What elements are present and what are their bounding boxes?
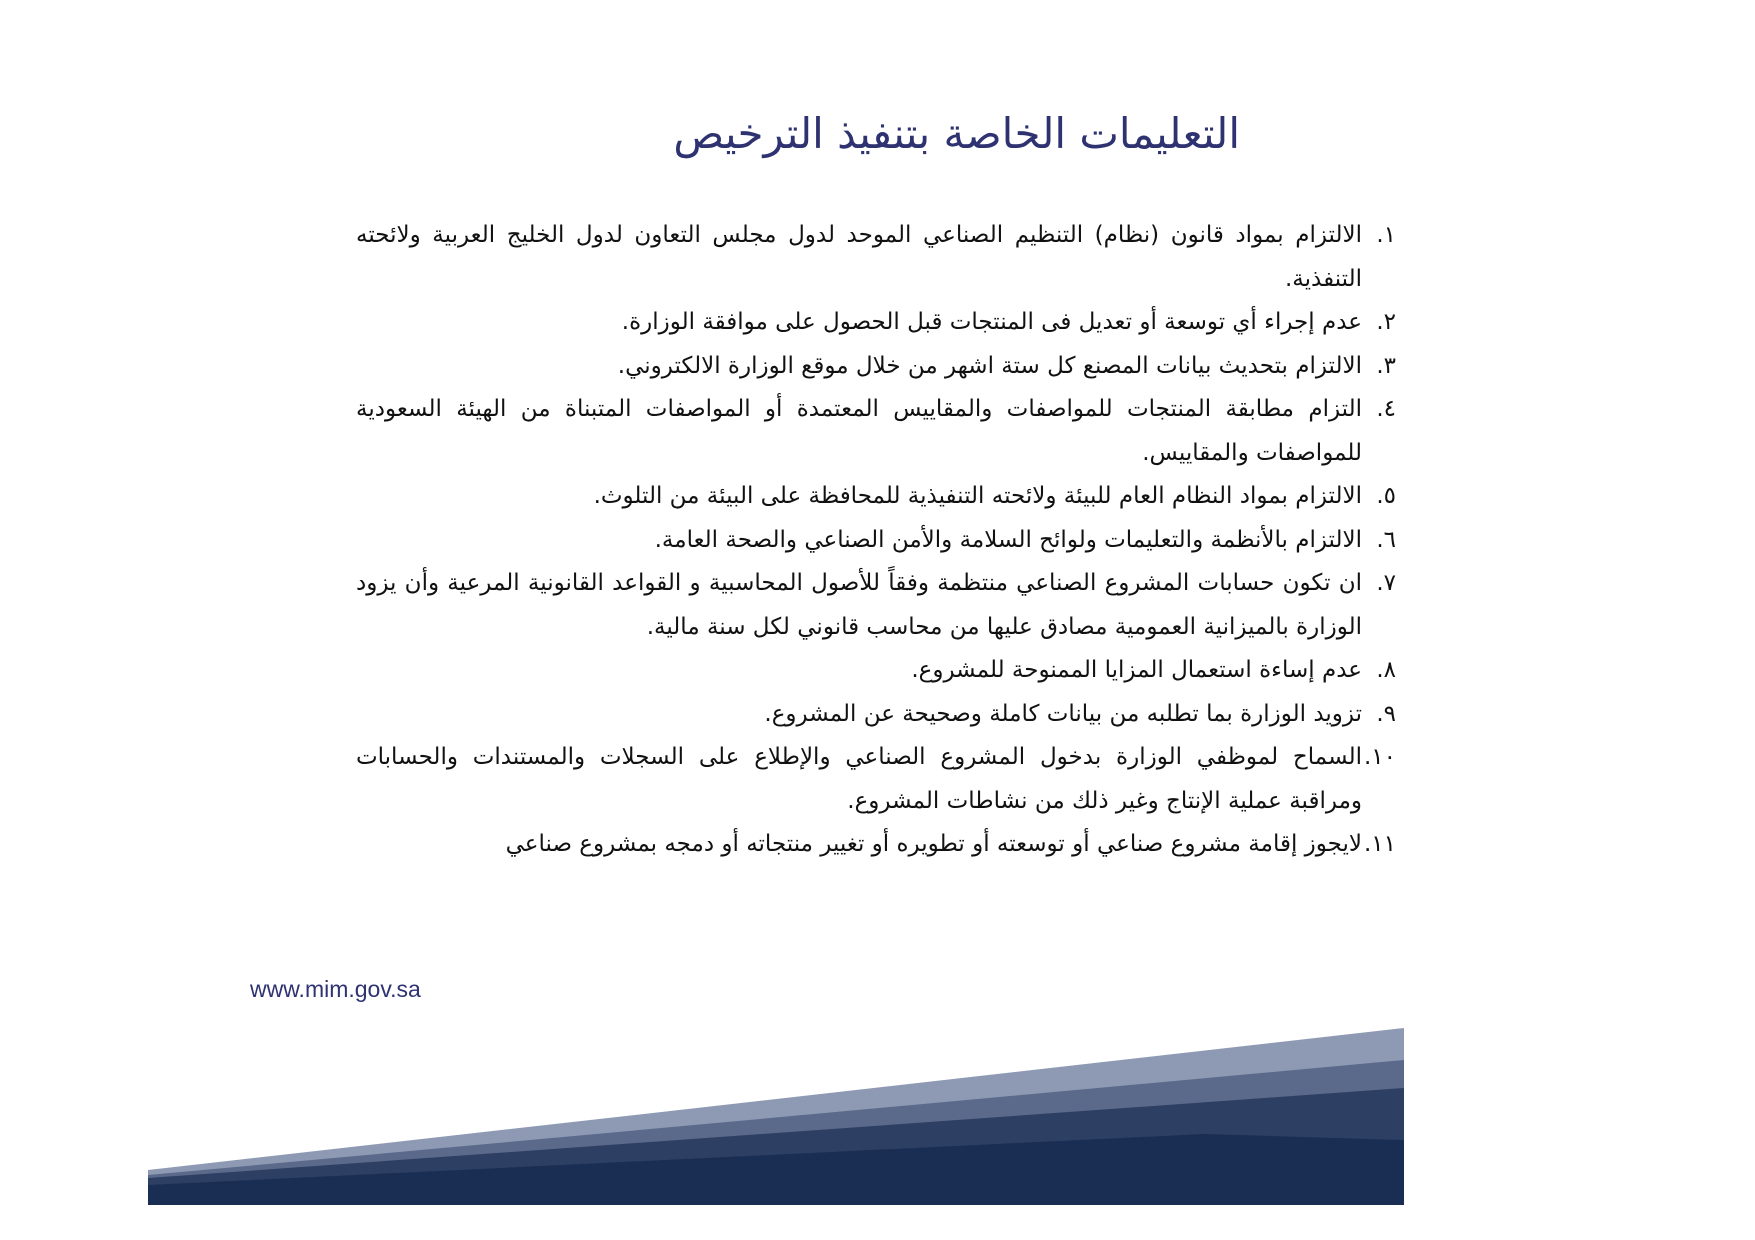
instruction-item: [356, 823, 1396, 867]
instruction-text: عدم إجراء أي توسعة أو تعديل فى المنتجات قبل الحصول على موافقة الوزارة.: [621, 309, 1362, 335]
page-title: التعليمات الخاصة بتنفيذ الترخيص: [673, 109, 1240, 158]
instructions-list: [356, 214, 1396, 867]
instruction-number: ١٠.: [1363, 744, 1396, 770]
instruction-item: [356, 562, 1396, 649]
instruction-item: [356, 301, 1396, 345]
instruction-text: الالتزام بمواد النظام العام للبيئة ولائحته التنفيذية للمحافظة على البيئة من التلوث.: [593, 483, 1362, 509]
instruction-text: الالتزام بالأنظمة والتعليمات ولوائح السلامة والأمن الصناعي والصحة العامة.: [654, 526, 1362, 553]
instruction-number: ٨.: [1376, 657, 1396, 683]
instruction-number: ٥.: [1376, 483, 1396, 509]
instruction-number: ٢.: [1376, 309, 1396, 335]
instruction-text: لايجوز إقامة مشروع صناعي أو توسعته أو تطويره أو تغيير منتجاته أو دمجه بمشروع صناعي: [505, 831, 1362, 857]
instruction-number: ٩.: [1376, 700, 1396, 727]
footer-graphic: [148, 1020, 1404, 1205]
instruction-item: [356, 345, 1396, 389]
instruction-item: [356, 693, 1396, 737]
instruction-number: ٧.: [1376, 570, 1396, 596]
instruction-item: [356, 649, 1396, 693]
website-url: www.mim.gov.sa: [250, 976, 421, 1002]
instruction-text: عدم إساءة استعمال المزايا الممنوحة للمشروع.: [911, 657, 1362, 683]
instruction-item: [356, 214, 1396, 301]
instruction-item: [356, 736, 1396, 823]
instruction-text: ان تكون حسابات المشروع الصناعي منتظمة وفقاً للأصول المحاسبية و القواعد القانونية المرعية وأن يزود الوزارة بالميزانية العمومية مصادق عليها من محاسب قانوني لكل سنة مالية.: [356, 570, 1362, 640]
instruction-number: ٣.: [1376, 352, 1396, 379]
instruction-text: السماح لموظفي الوزارة بدخول المشروع الصناعي والإطلاع على السجلات والمستندات والحسابات ومراقبة عملية الإنتاج وغير ذلك من نشاطات المشروع.: [356, 744, 1362, 814]
instruction-item: [356, 388, 1396, 475]
instruction-number: ١.: [1376, 222, 1396, 248]
instruction-item: [356, 475, 1396, 519]
instruction-text: التزام مطابقة المنتجات للمواصفات والمقاييس المعتمدة أو المواصفات المتبناة من الهيئة السعودية للمواصفات والمقاييس.: [356, 396, 1362, 466]
instruction-number: ٤.: [1376, 396, 1396, 422]
instruction-number: ١١.: [1363, 831, 1396, 857]
instruction-item: [356, 519, 1396, 563]
instruction-number: ٦.: [1376, 526, 1396, 553]
instruction-text: الالتزام بتحديث بيانات المصنع كل ستة اشهر من خلال موقع الوزارة الالكتروني.: [617, 352, 1362, 379]
instruction-text: تزويد الوزارة بما تطلبه من بيانات كاملة وصحيحة عن المشروع.: [764, 700, 1362, 727]
instruction-text: الالتزام بمواد قانون (نظام) التنظيم الصناعي الموحد لدول مجلس التعاون لدول الخليج العربية ولائحته التنفذية.: [356, 222, 1362, 292]
